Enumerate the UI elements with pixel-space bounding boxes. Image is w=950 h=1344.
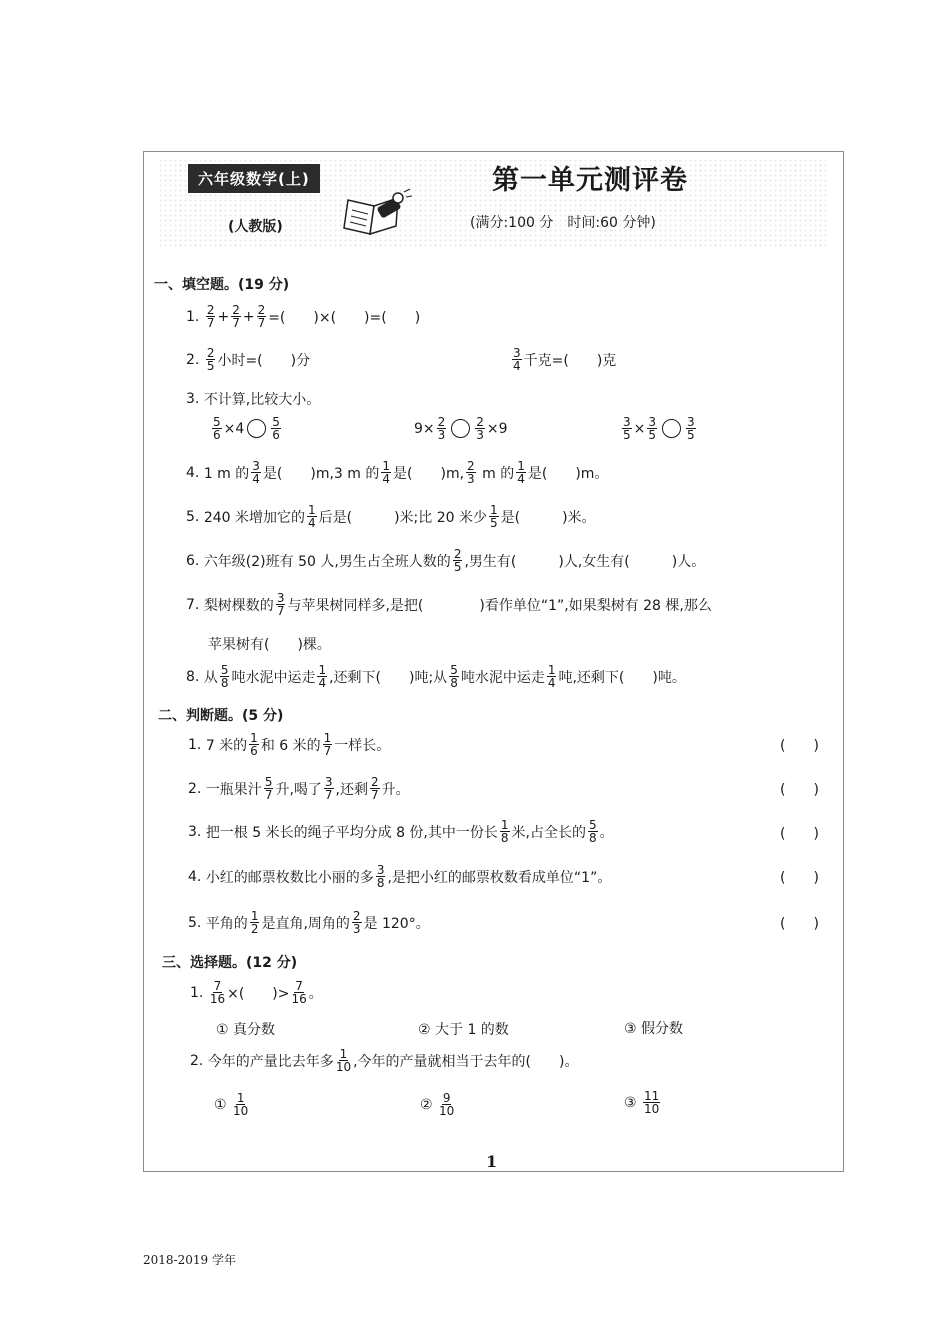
page-number: 1 [486,1152,498,1171]
choice-1-option-1[interactable]: ① 真分数 [216,1022,276,1038]
answer-paren[interactable]: ( ) [780,826,819,842]
compare-b: 9× $\frac{2}{3}$ $\frac{2}{3}$ ×9 [414,415,508,442]
choice-2-option-3[interactable]: ③ $\frac{11}{10}$ [624,1089,660,1116]
choice-1-option-2[interactable]: ② 大于 1 的数 [418,1022,509,1038]
footer-year: 2018-2019 学年 [143,1253,236,1267]
fraction: $\frac{2}{7}$ [232,303,240,330]
compare-circle[interactable] [662,419,681,438]
compare-circle[interactable] [451,419,470,438]
score-time-info: (满分:100 分 时间:60 分钟) [470,215,656,231]
choice-2-option-2[interactable]: ② $\frac{9}{10}$ [420,1091,455,1118]
section-true-false-title: 二、判断题。(5 分) [158,708,284,724]
question-6: 6. 六年级(2)班有 50 人,男生占全班人数的 $\frac{2}{5}$ ,男生有( )人,女生有( )人。 [186,547,706,574]
choice-2-option-1[interactable]: ① $\frac{1}{10}$ [214,1091,249,1118]
choice-2: 2. 今年的产量比去年多 $\frac{1}{10}$ ,今年的产量就相当于去年的( )。 [190,1047,579,1074]
fraction: $\frac{2}{7}$ [206,303,215,330]
question-8: 8. 从 $\frac{5}{8}$ 吨水泥中运走 $\frac{1}{4}$ ,还剩下( )吨;从 $\frac{5}{8}$ 吨水泥中运走 $\frac{1}{4}$ 吨,还剩下( )吨。 [186,663,686,690]
edition-label: (人教版) [228,219,283,235]
compare-a: $\frac{5}{6}$ ×4 $\frac{5}{6}$ [213,415,280,442]
judge-3: 3. 把一根 5 米长的绳子平均分成 8 份,其中一份长 $\frac{1}{8}$ 米,占全长的 $\frac{5}{8}$ 。 [188,818,614,845]
question-5: 5. 240 米增加它的 $\frac{1}{4}$ 后是( )米;比 20 米少 $\frac{1}{5}$ 是( )米。 [186,503,596,530]
answer-paren[interactable]: ( ) [780,738,819,754]
fraction: $\frac{2}{7}$ [257,303,266,330]
judge-2: 2. 一瓶果汁 $\frac{5}{7}$ 升,喝了 $\frac{3}{7}$ ,还剩 $\frac{2}{7}$ 升。 [188,775,410,802]
choice-1: 1. $\frac{7}{16}$ ×( )> $\frac{7}{16}$ 。 [190,979,323,1006]
question-1: 1. $\frac{2}{7}$ + $\frac{2}{7}$ + $\frac{2}{7}$ =( )×( )=( ) [186,303,421,330]
question-2b: $\frac{3}{4}$ 千克=( )克 [513,346,617,373]
question-7: 7. 梨树棵数的 $\frac{3}{7}$ 与苹果树同样多,是把( )看作单位“1”,如果梨树有 28 棵,那么 [186,591,712,618]
grade-badge: 六年级数学(上) [188,164,320,193]
judge-1: 1. 7 米的 $\frac{1}{6}$ 和 6 米的 $\frac{1}{7}$ 一样长。 [188,731,391,758]
judge-4: 4. 小红的邮票枚数比小丽的多 $\frac{3}{8}$ ,是把小红的邮票枚数看成单位“1”。 [188,863,612,890]
compare-c: $\frac{3}{5}$ × $\frac{3}{5}$ $\frac{3}{5}$ [623,415,695,442]
question-7-line2: 苹果树有( )棵。 [208,637,331,653]
answer-paren[interactable]: ( ) [780,782,819,798]
judge-5: 5. 平角的 $\frac{1}{2}$ 是直角,周角的 $\frac{2}{3}$ 是 120°。 [188,909,430,936]
choice-1-option-3[interactable]: ③ 假分数 [624,1021,684,1037]
question-4: 4. 1 m 的 $\frac{3}{4}$ 是( )m,3 m 的 $\frac{1}{4}$ 是( )m, $\frac{2}{3}$ m 的 $\frac{1}{4}$ 是( )m。 [186,459,609,486]
question-3: 3. 不计算,比较大小。 [186,391,321,408]
section-fill-blank-title: 一、填空题。(19 分) [154,277,290,293]
section-choice-title: 三、选择题。(12 分) [162,955,298,971]
question-2a: 2. $\frac{2}{5}$ 小时=( )分 [186,346,311,373]
page-title: 第一单元测评卷 [492,165,688,196]
compare-circle[interactable] [247,419,266,438]
exam-sheet [143,151,844,1172]
answer-paren[interactable]: ( ) [780,870,819,886]
book-telescope-icon [340,188,414,240]
answer-paren[interactable]: ( ) [780,916,819,932]
